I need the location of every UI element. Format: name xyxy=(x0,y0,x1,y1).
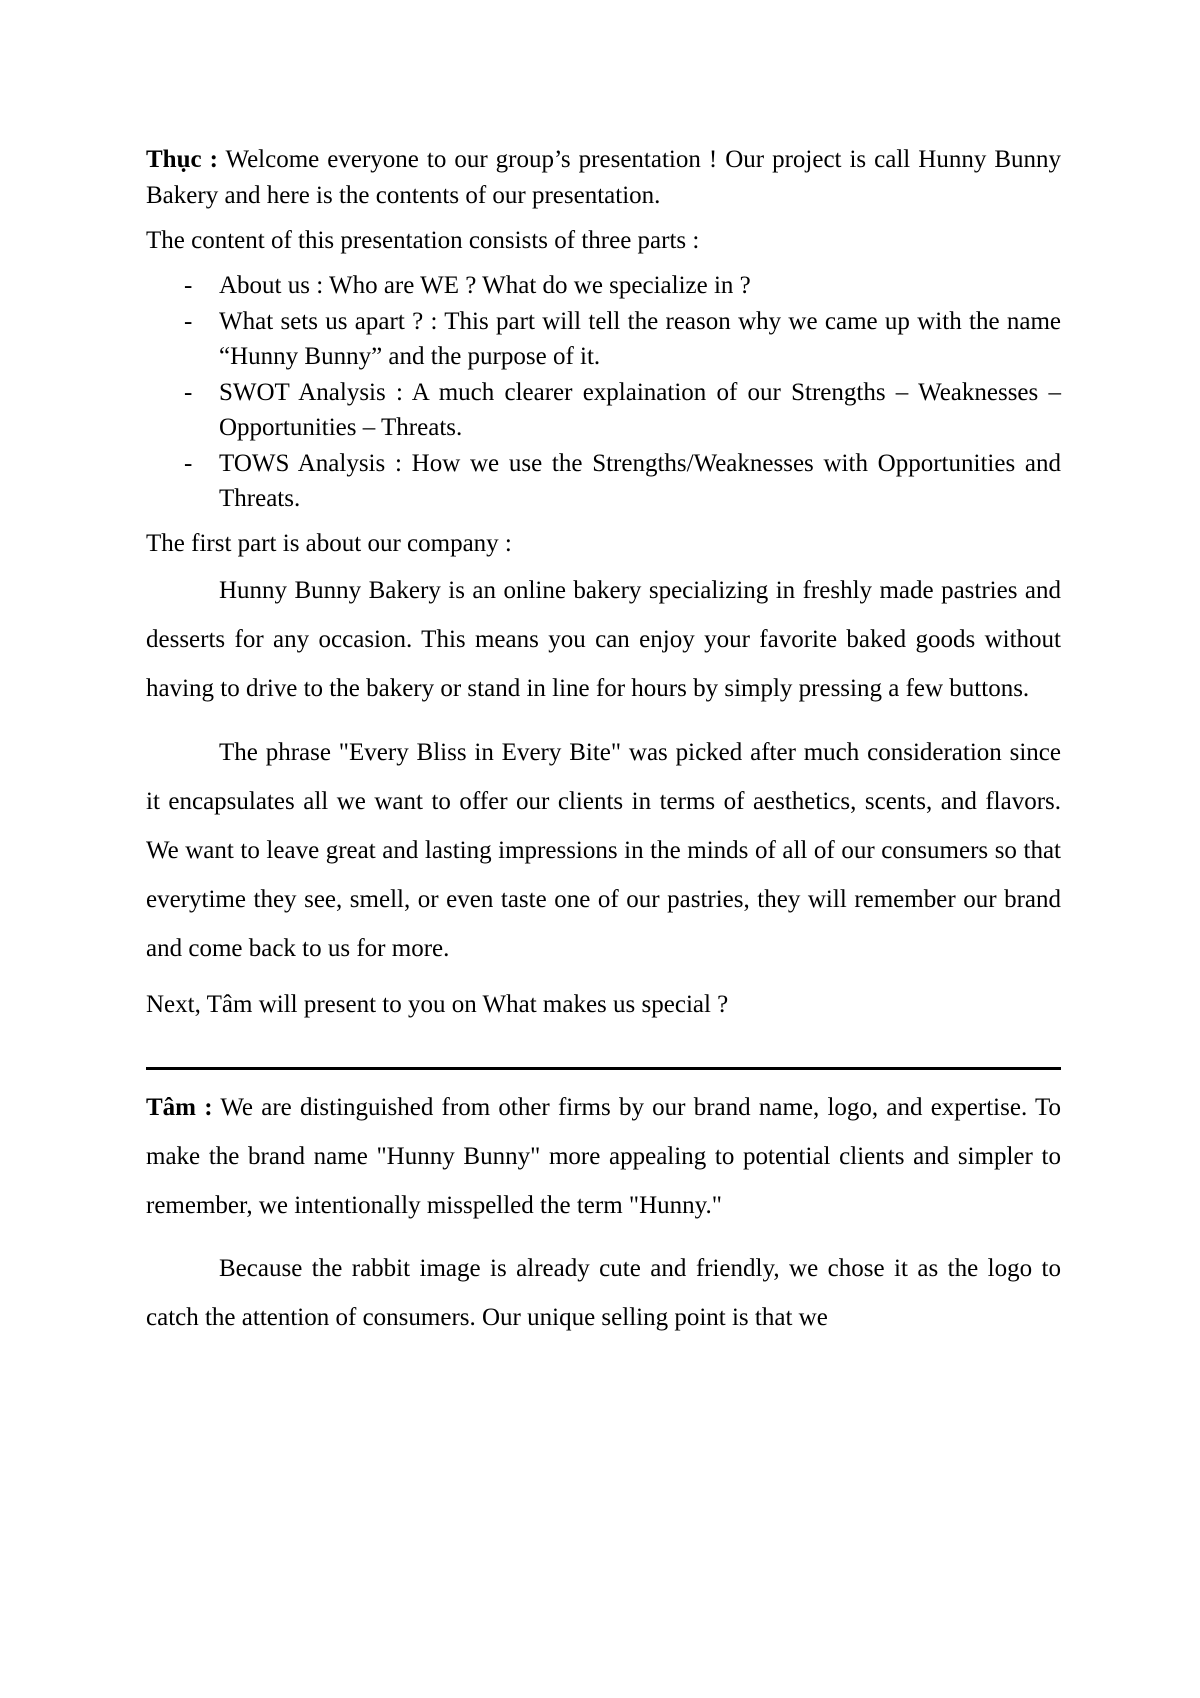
bullet-dash: - xyxy=(184,378,193,406)
list-item-text: SWOT Analysis : A much clearer explaination of our Strengths – Weaknesses – Opportunities – Threats. xyxy=(219,378,1061,441)
list-item xyxy=(146,268,1061,304)
list-item-text: What sets us apart ? : This part will tell the reason why we came up with the name “Hunny Bunny” and the purpose of it. xyxy=(219,307,1061,370)
list-item xyxy=(146,446,1061,517)
intro-paragraph xyxy=(146,142,1061,214)
logo-paragraph: Because the rabbit image is already cute and friendly, we chose it as the logo to catch the attention of consumers. Our unique selling point is that we xyxy=(146,1254,1061,1331)
bullet-dash: - xyxy=(184,449,193,477)
document-body xyxy=(146,142,1061,1342)
list-item-text: About us : Who are WE ? What do we specialize in ? xyxy=(219,272,751,299)
contents-list xyxy=(146,268,1061,517)
handoff-line: Next, Tâm will present to you on What makes us special ? xyxy=(146,990,729,1018)
list-item xyxy=(146,375,1061,446)
slogan-paragraph: The phrase "Every Bliss in Every Bite" was picked after much consideration since it encapsulates all we want to offer our clients in terms of aesthetics, scents, and flavors. We want to leave great and lasting impressions in the minds of all of our consumers so that everytime they see, smell, or even taste one of our pastries, they will remember our brand and come back to us for more. xyxy=(146,738,1061,962)
first-part-lead: The first part is about our company : xyxy=(146,529,512,557)
bullet-dash: - xyxy=(184,307,193,335)
tam-intro-paragraph xyxy=(146,1083,1061,1230)
speaker-label-thuc: Thục : xyxy=(146,146,218,173)
contents-lead: The content of this presentation consists of three parts : xyxy=(146,227,700,254)
about-paragraph: Hunny Bunny Bakery is an online bakery specializing in freshly made pastries and desserts for any occasion. This means you can enjoy your favorite baked goods without having to drive to the bakery or stand in line for hours by simply pressing a few buttons. xyxy=(146,576,1061,702)
list-item xyxy=(146,304,1061,375)
intro-text: Welcome everyone to our group’s presentation ! Our project is call Hunny Bunny Bakery and here is the contents of our presentation. xyxy=(146,146,1061,209)
tam-intro-text: We are distinguished from other firms by our brand name, logo, and expertise. To make the brand name "Hunny Bunny" more appealing to potential clients and simpler to remember, we intentionally misspelled the term "Hunny." xyxy=(146,1093,1061,1219)
speaker-label-tam: Tâm : xyxy=(146,1093,213,1121)
list-item-text: TOWS Analysis : How we use the Strengths/Weaknesses with Opportunities and Threats. xyxy=(219,449,1061,512)
section-divider xyxy=(146,1067,1061,1070)
bullet-dash: - xyxy=(184,272,193,299)
